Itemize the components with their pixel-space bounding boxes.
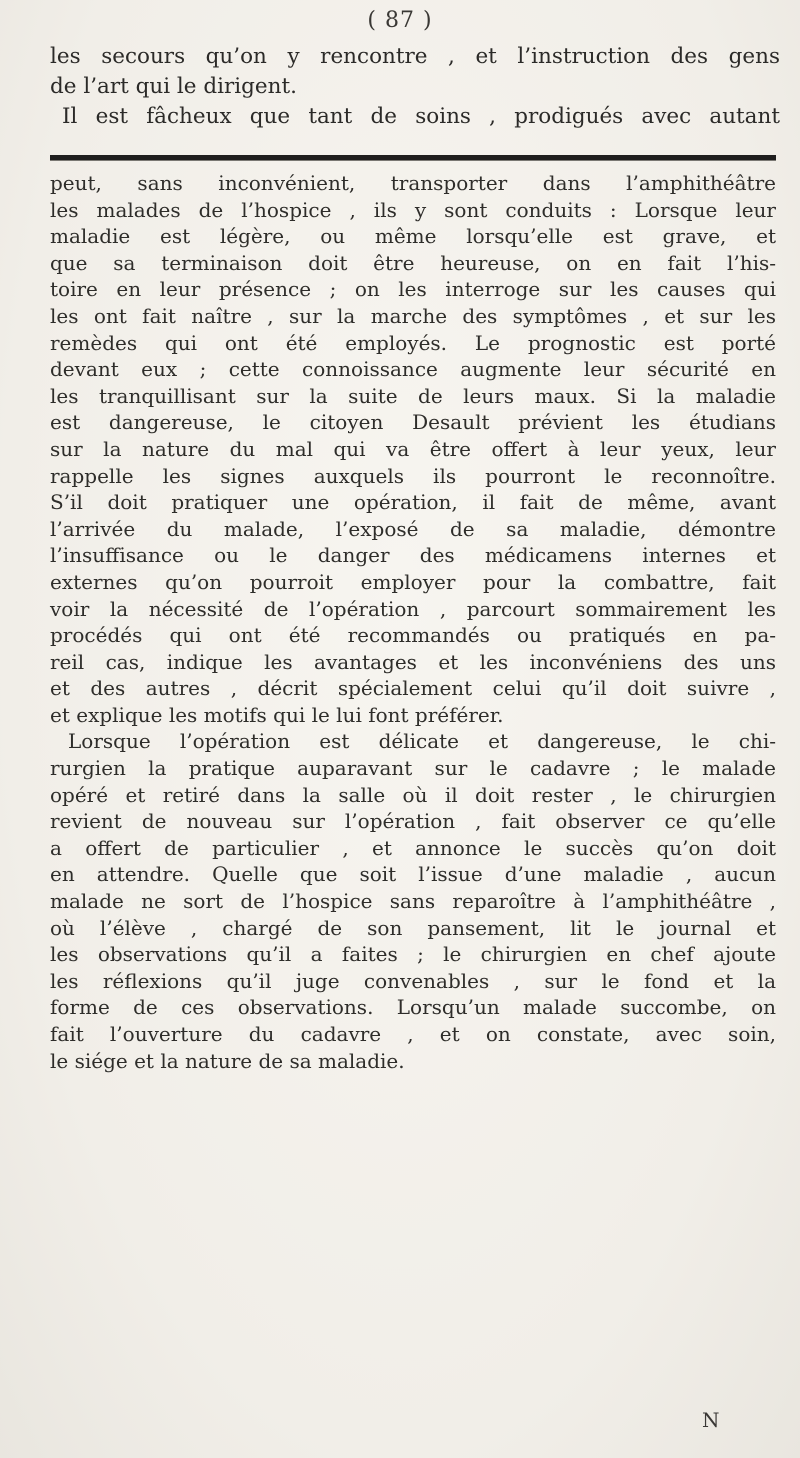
text-line: voir la nécessité de l’opération , parcourt sommairement les — [50, 596, 776, 621]
text-line: les réflexions qu’il juge convenables , sur le fond et la — [50, 968, 776, 993]
text-line: l’insuffisance ou le danger des médicamens internes et — [50, 543, 776, 568]
main-text — [50, 170, 776, 1074]
text-line: fait l’ouverture du cadavre , et on constate, avec soin, — [50, 1022, 776, 1046]
text-line: où l’élève , chargé de son pansement, lit le journal et — [50, 915, 776, 940]
text-line: est dangereuse, le citoyen Desault prévient les étudians — [50, 410, 776, 435]
text-line: sur la nature du mal qui va être offert à leur yeux, leur — [50, 436, 776, 461]
signature-mark: N — [702, 1408, 720, 1432]
text-line: Il est fâcheux que tant de soins , prodigués avec autant — [62, 104, 780, 129]
page-number: ( 87 ) — [367, 8, 433, 33]
text-line: et explique les motifs qui le lui font préférer. — [50, 702, 504, 727]
text-line: les tranquillisant sur la suite de leurs maux. Si la maladie — [50, 383, 776, 408]
text-line: reil cas, indique les avantages et les inconvéniens des uns — [50, 649, 776, 674]
text-line: les ont fait naître , sur la marche des symptômes , et sur les — [50, 303, 776, 328]
text-line: en attendre. Quelle que soit l’issue d’une maladie , aucun — [50, 862, 776, 887]
text-line: maladie est légère, ou même lorsqu’elle est grave, et — [50, 224, 776, 249]
text-line: a offert de particulier , et annonce le succès qu’on doit — [50, 835, 776, 860]
text-line: opéré et retiré dans la salle où il doit rester , le chirurgien — [50, 782, 776, 807]
text-line: rappelle les signes auxquels ils pourront le reconnoître. — [50, 463, 776, 488]
top-paragraph — [50, 42, 780, 132]
text-line: malade ne sort de l’hospice sans reparoître à l’amphithéâtre , — [50, 889, 776, 914]
text-line: procédés qui ont été recommandés ou pratiqués en pa- — [50, 623, 776, 648]
text-line: Lorsque l’opération est délicate et dangereuse, le chi- — [68, 729, 776, 754]
text-line: rurgien la pratique auparavant sur le cadavre ; le malade — [50, 756, 776, 781]
text-line: l’arrivée du malade, l’exposé de sa maladie, démontre — [50, 516, 776, 541]
text-line: les observations qu’il a faites ; le chirurgien en chef ajoute — [50, 942, 776, 967]
text-line: que sa terminaison doit être heureuse, on en fait l’his- — [50, 250, 776, 275]
text-line: forme de ces observations. Lorsqu’un malade succombe, on — [50, 995, 776, 1020]
text-line: S’il doit pratiquer une opération, il fait de même, avant — [50, 490, 776, 515]
text-line: devant eux ; cette connoissance augmente leur sécurité en — [50, 357, 776, 382]
text-line: les secours qu’on y rencontre , et l’instruction des gens — [50, 44, 780, 69]
text-line: les malades de l’hospice , ils y sont conduits : Lorsque leur — [50, 197, 776, 222]
text-line: revient de nouveau sur l’opération , fait observer ce qu’elle — [50, 809, 776, 834]
text-line: peut, sans inconvénient, transporter dans l’amphithéâtre — [50, 171, 776, 195]
section-divider — [50, 155, 776, 161]
text-line: le siége et la nature de sa maladie. — [50, 1048, 405, 1073]
text-line: remèdes qui ont été employés. Le prognostic est porté — [50, 330, 776, 355]
text-line: de l’art qui le dirigent. — [50, 74, 297, 99]
text-line: et des autres , décrit spécialement celui qu’il doit suivre , — [50, 676, 776, 701]
text-line: toire en leur présence ; on les interroge sur les causes qui — [50, 277, 776, 302]
text-line: externes qu’on pourroit employer pour la combattre, fait — [50, 569, 776, 594]
